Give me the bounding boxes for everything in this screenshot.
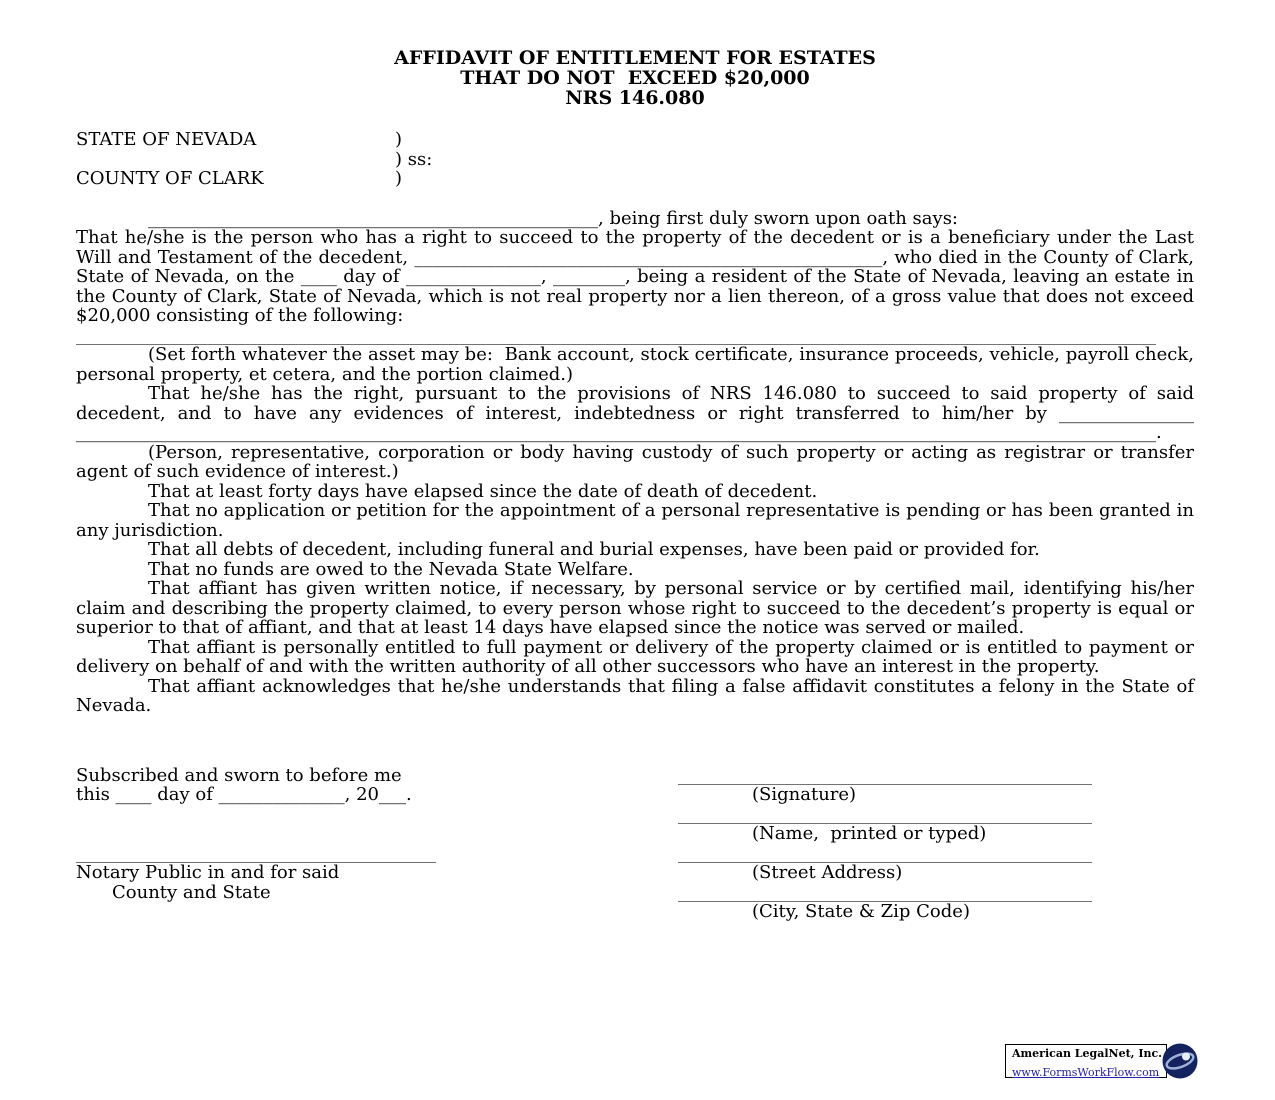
signature-section [76, 766, 1194, 926]
document-title [76, 48, 1194, 108]
paragraph-succession: That he/she is the person who has a right to succeed to the property of the decedent or is a beneficiary under the Last Will and Testament of the decedent, ____________________________________________________, who died in the County of Clark, State of Nevada, on the ____ day of _______________, ________, being a resident of the State of Nevada, leaving an estate in the County of Clark, State of Nevada, which is not real property nor a lien thereon, of a gross value that does not exceed $20,000 consisting of the following: [76, 227, 1194, 326]
badge-company-name: American LegalNet, Inc. [1012, 1047, 1162, 1060]
paragraph-right-transfer: That he/she has the right, pursuant to the provisions of NRS 146.080 to succeed to said property of said decedent, and to have any evidences of interest, indebtedness or right transferred to him/her by _______________ ________________________________________________________________________________________________________________________. [76, 383, 1194, 443]
badge-text-box [1005, 1044, 1167, 1078]
venue-county-row [76, 169, 1194, 189]
paragraph-felony-acknowledgement: That affiant acknowledges that he/she understands that filing a false affidavit constitutes a felony in the State of Nevada. [76, 675, 1194, 716]
street-address-label: (Street Address) [752, 862, 903, 883]
street-address-blank-line: ______________________________________________ [678, 843, 1092, 863]
printed-name-label: (Name, printed or typed) [752, 823, 987, 844]
asset-blank-line: ________________________________________________________________________________________________________________________ [76, 325, 1156, 345]
street-address-field [678, 844, 1110, 883]
paragraph-no-petition: That no application or petition for the appointment of a personal representative is pending or has been granted in any jurisdiction. [76, 500, 1194, 541]
signature-blank-line: ______________________________________________ [678, 765, 1092, 785]
american-legalnet-logo-icon [1161, 1042, 1199, 1080]
paragraph-asset-instruction: (Set forth whatever the asset may be: Bank account, stock certificate, insurance proceeds, vehicle, payroll check, personal property, et cetera, and the portion claimed.) [76, 344, 1194, 385]
forms-workflow-link[interactable]: www.FormsWorkFlow.com [1012, 1066, 1160, 1079]
notary-label-2: County and State [112, 881, 271, 903]
american-legalnet-badge [1005, 1042, 1199, 1080]
notary-block [76, 766, 556, 903]
city-state-zip-blank-line: ______________________________________________ [678, 882, 1092, 902]
title-line-2: THAT DO NOT EXCEED $20,000 [460, 67, 810, 89]
venue-ss-row [76, 150, 1194, 170]
paragraph-debts-paid: That all debts of decedent, including funeral and burial expenses, have been paid or provided for. [148, 539, 1040, 560]
venue-paren-1: ) [395, 129, 403, 150]
title-line-3: NRS 146.080 [565, 87, 705, 109]
venue-ss: ) ss: [395, 148, 433, 170]
venue-block [76, 130, 1194, 189]
affiant-signature-block [678, 766, 1110, 922]
signature-field [678, 766, 1110, 805]
document-content [76, 48, 1194, 926]
title-line-1: AFFIDAVIT OF ENTITLEMENT FOR ESTATES [394, 47, 876, 69]
venue-state-row [76, 130, 1194, 150]
venue-state: STATE OF NEVADA [76, 129, 257, 150]
city-state-zip-label: (City, State & Zip Code) [752, 901, 970, 922]
venue-paren-2: ) [395, 168, 403, 189]
paragraph-written-notice: That affiant has given written notice, if necessary, by personal service or by certified mail, identifying his/her claim and describing the property claimed, to every person whose right to succeed to the decedent’s property is equal or superior to that of affiant, and that at least 14 days have elapsed since the notice was served or mailed. [76, 578, 1194, 638]
paragraph-no-welfare-funds: That no funds are owed to the Nevada State Welfare. [148, 558, 634, 580]
oath-line: __________________________________________________, being first duly sworn upon oath says: [148, 207, 958, 229]
paragraph-custodian-instruction: (Person, representative, corporation or body having custody of such property or acting as registrar or transfer agent of such evidence of interest.) [76, 441, 1194, 482]
affidavit-body [76, 209, 1194, 716]
printed-name-blank-line: ______________________________________________ [678, 804, 1092, 824]
paragraph-entitled-payment: That affiant is personally entitled to full payment or delivery of the property claimed or is entitled to payment or delivery on behalf of and with the written authority of all other successors who have an interest in the property. [76, 636, 1194, 677]
venue-county: COUNTY OF CLARK [76, 168, 264, 189]
paragraph-forty-days: That at least forty days have elapsed since the date of death of decedent. [148, 480, 818, 502]
printed-name-field [678, 805, 1110, 844]
signature-label: (Signature) [752, 784, 857, 805]
notary-label-1: Notary Public in and for said [76, 862, 340, 883]
jurat-line-1: Subscribed and sworn to before me [76, 764, 402, 786]
notary-signature-line: ________________________________________ [76, 843, 436, 863]
jurat-line-2: this ____ day of ______________, 20___. [76, 784, 412, 805]
city-state-zip-field [678, 883, 1110, 922]
